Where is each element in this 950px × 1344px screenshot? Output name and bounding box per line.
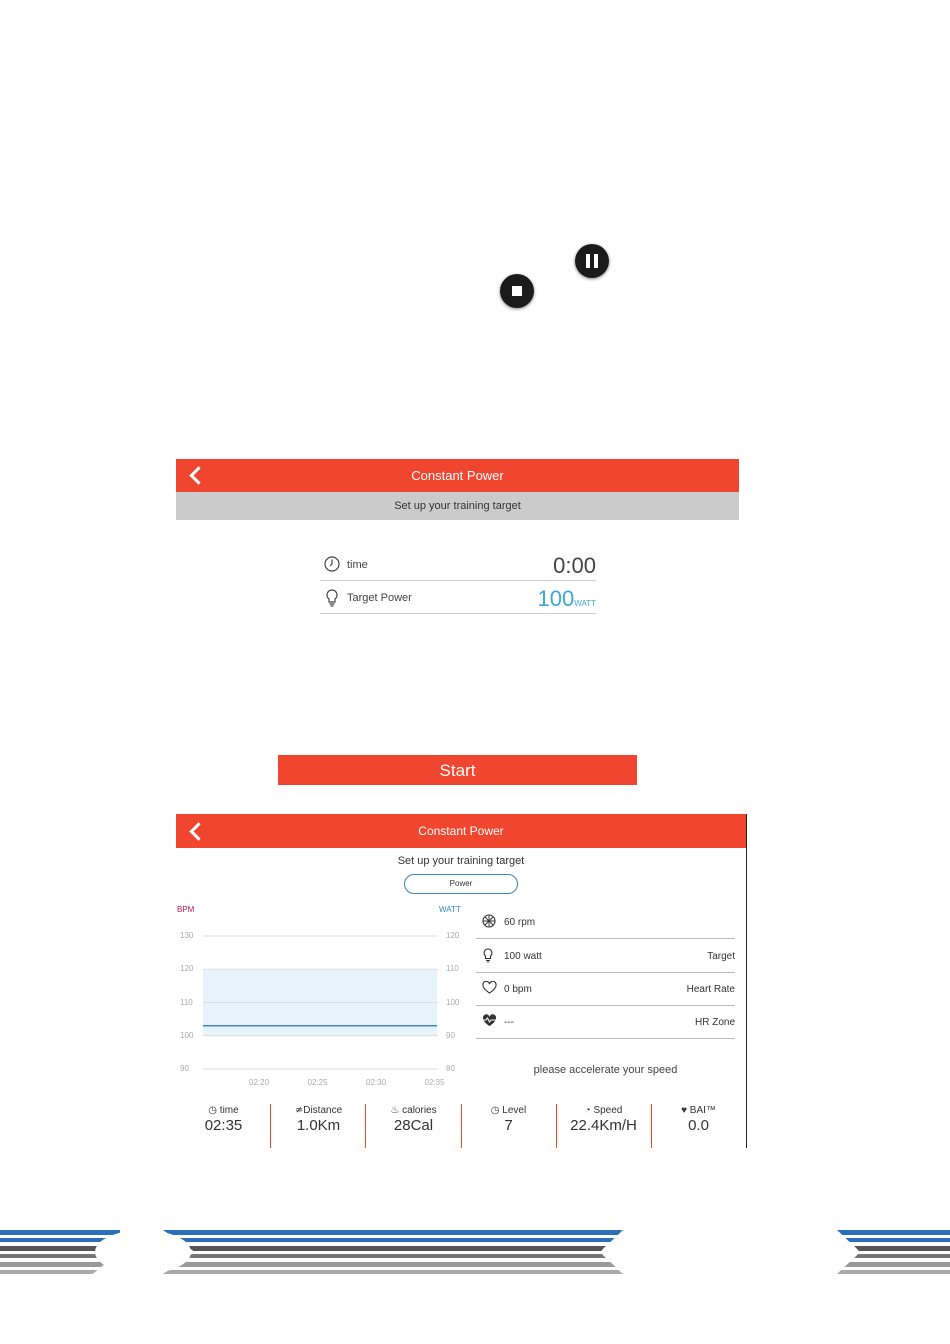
stat-speed bbox=[556, 1104, 651, 1148]
speedometer-icon: ◔ bbox=[584, 1105, 591, 1116]
target-power-row bbox=[476, 939, 735, 973]
stat-value: 7 bbox=[504, 1117, 513, 1134]
watt-tick-label: 80 bbox=[446, 1064, 455, 1073]
stat-distance bbox=[271, 1104, 366, 1148]
bpm-axis-label: BPM bbox=[177, 905, 195, 914]
target-label: Target bbox=[707, 951, 735, 962]
stat-label: Level bbox=[502, 1105, 527, 1116]
target-power-value: 100 watt bbox=[504, 951, 542, 962]
cadence-value: 60 rpm bbox=[504, 917, 536, 928]
page-title: Constant Power bbox=[411, 468, 504, 483]
stat-value: 22.4Km/H bbox=[570, 1117, 637, 1134]
page-title: Constant Power bbox=[418, 824, 504, 838]
stop-icon bbox=[500, 274, 534, 308]
watt-tick-label: 100 bbox=[446, 997, 460, 1007]
power-mode-pill[interactable]: Power bbox=[404, 874, 518, 894]
hr-zone-row bbox=[476, 1005, 735, 1039]
clock-icon bbox=[324, 556, 340, 572]
time-tick-label: 02:30 bbox=[366, 1078, 387, 1087]
time-label: time bbox=[347, 559, 368, 571]
time-tick-label: 02:20 bbox=[249, 1078, 270, 1087]
cadence-row bbox=[476, 905, 735, 939]
constant-power-workout-screen bbox=[176, 814, 747, 1148]
bpm-tick-label: 120 bbox=[180, 964, 194, 974]
hr-zone-value: --- bbox=[504, 1017, 514, 1028]
stat-label: Speed bbox=[593, 1105, 623, 1116]
stat-value: 1.0Km bbox=[296, 1117, 341, 1134]
heart-rate-row bbox=[476, 972, 735, 1006]
watt-tick-label: 110 bbox=[446, 964, 459, 974]
stat-time bbox=[176, 1104, 271, 1148]
stat-label: time bbox=[219, 1105, 239, 1116]
stat-label: BAI™ bbox=[689, 1105, 716, 1116]
bulb-icon bbox=[324, 589, 340, 607]
bpm-tick-label: 110 bbox=[180, 997, 193, 1007]
subheader: Set up your training target bbox=[397, 855, 525, 867]
heart-icon: ♥ bbox=[681, 1105, 688, 1116]
target-power-unit: WATT bbox=[574, 599, 596, 608]
gauge-icon: ◷ bbox=[490, 1105, 500, 1116]
target-power-label: Target Power bbox=[347, 592, 412, 604]
watt-axis-label: WATT bbox=[439, 905, 461, 914]
speed-hint: please accelerate your speed bbox=[533, 1064, 678, 1076]
bulb-icon bbox=[482, 948, 494, 963]
bpm-tick-label: 90 bbox=[180, 1064, 189, 1073]
bpm-tick-label: 130 bbox=[180, 931, 194, 940]
watt-tick-label: 90 bbox=[446, 1030, 455, 1040]
watt-tick-label: 120 bbox=[446, 931, 460, 940]
time-value: 0:00 bbox=[553, 553, 596, 578]
road-icon: ≄ bbox=[294, 1105, 304, 1116]
stat-value: 0.0 bbox=[688, 1117, 709, 1134]
time-tick-label: 02:35 bbox=[424, 1078, 445, 1087]
constant-power-setup-screen bbox=[176, 459, 739, 520]
stat-bai bbox=[651, 1104, 746, 1148]
stat-label: Distance bbox=[303, 1105, 343, 1116]
heart-rate-label: Heart Rate bbox=[686, 984, 735, 995]
flame-icon: ♨ bbox=[390, 1105, 400, 1116]
time-tick-label: 02:25 bbox=[307, 1078, 328, 1087]
heart-icon bbox=[482, 981, 497, 994]
bpm-tick-label: 100 bbox=[180, 1030, 194, 1040]
time-setting-row[interactable] bbox=[320, 547, 596, 581]
header-bar bbox=[176, 459, 739, 492]
clock-icon: ◷ bbox=[208, 1105, 218, 1116]
stat-value: 28Cal bbox=[393, 1117, 434, 1134]
target-power-row[interactable] bbox=[320, 580, 596, 614]
start-button[interactable]: Start bbox=[278, 755, 637, 785]
target-power-value-group bbox=[538, 586, 597, 612]
stat-level bbox=[461, 1104, 556, 1148]
footer-stripes-decoration bbox=[0, 1228, 950, 1276]
stat-calories bbox=[366, 1104, 461, 1148]
subheader: Set up your training target bbox=[176, 492, 739, 520]
heart-rate-power-chart bbox=[203, 924, 438, 1074]
stat-label: calories bbox=[402, 1105, 437, 1116]
header-bar bbox=[176, 814, 746, 848]
heart-pulse-icon bbox=[482, 1014, 497, 1027]
target-power-value: 100 bbox=[537, 586, 575, 611]
hr-zone-label: HR Zone bbox=[694, 1017, 735, 1028]
stat-value: 02:35 bbox=[204, 1117, 243, 1134]
heart-rate-value: 0 bpm bbox=[504, 984, 532, 995]
pause-icon bbox=[575, 244, 609, 278]
pedal-wheel-icon bbox=[482, 914, 496, 928]
